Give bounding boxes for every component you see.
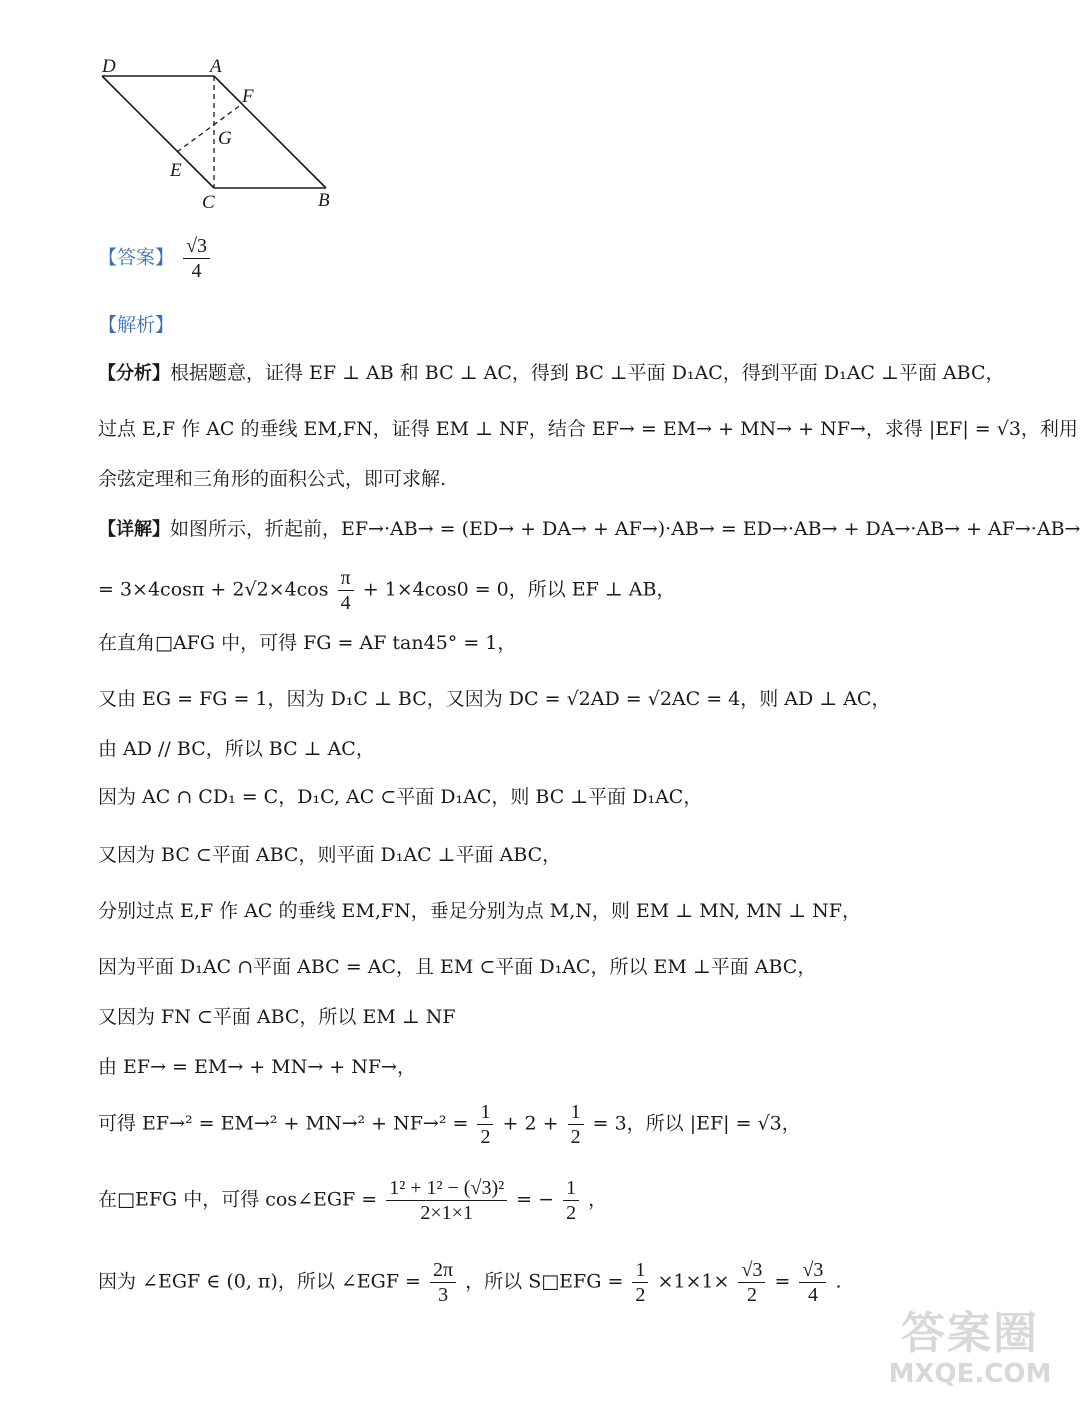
line-text: 分别过点 E,F 作 AC 的垂线 EM,FN，垂足分别为点 M,N，则 EM ⊥ MN, MN ⊥ NF， xyxy=(98,900,861,922)
frac-num: 1 xyxy=(632,1258,648,1283)
frac-num: 1 xyxy=(477,1100,493,1125)
frac-den: 2 xyxy=(566,1202,577,1224)
solution-line-11 xyxy=(98,896,861,926)
frac-den: 4 xyxy=(340,592,351,614)
frac-num: 1 xyxy=(563,1176,579,1201)
label-A: A xyxy=(210,56,222,77)
line-text: 因为 ∠EGF ∈ (0, π)，所以 ∠EGF = xyxy=(98,1270,421,1293)
solution-line-9 xyxy=(98,782,702,812)
solution-line-3 xyxy=(98,464,446,494)
line-text: 在□EFG 中，可得 cos∠EGF = xyxy=(98,1188,378,1211)
line-text: 又因为 BC ⊂平面 ABC，则平面 D₁AC ⊥平面 ABC， xyxy=(98,844,562,866)
line-text: 由 EF→ = EM→ + MN→ + NF→， xyxy=(98,1056,416,1078)
frac-den: 2 xyxy=(480,1126,491,1148)
line-text: 由 AD // BC，所以 BC ⊥ AC， xyxy=(98,738,375,760)
frac-den: 2 xyxy=(635,1284,646,1306)
watermark xyxy=(880,1309,1060,1399)
answer-den: 4 xyxy=(191,260,202,282)
fraction-sqrt3-4 xyxy=(799,1258,826,1307)
frac-den: 3 xyxy=(438,1284,449,1306)
solution-line-2 xyxy=(98,414,1078,444)
label-D: D xyxy=(102,56,116,77)
line-text: 根据题意，证得 EF ⊥ AB 和 BC ⊥ AC，得到 BC ⊥平面 D₁AC，得到平面 D₁AC ⊥平面 ABC， xyxy=(170,362,1005,384)
frac-den: 4 xyxy=(807,1284,818,1306)
solution-line-17 xyxy=(98,1258,842,1307)
frac-den: 2 xyxy=(570,1126,581,1148)
solution-line-6 xyxy=(98,628,516,658)
analysis-heading xyxy=(98,310,174,340)
frac-num: 1 xyxy=(568,1100,584,1125)
frac-num: √3 xyxy=(799,1258,826,1283)
parallelogram-figure xyxy=(90,52,350,217)
frac-num: 2π xyxy=(430,1258,456,1283)
line-text: 在直角□AFG 中，可得 FG = AF tan45° = 1， xyxy=(98,632,517,654)
fraction-cosine xyxy=(386,1176,507,1225)
line-text: = 3×4cosπ + 2√2×4cos xyxy=(98,578,329,601)
line-text: 如图所示，折起前，EF→·AB→ = (ED→ + DA→ + AF→)·AB→ = ED→·AB→ + DA→·AB→ + AF→·AB→ xyxy=(170,518,1080,540)
solution-line-15 xyxy=(98,1100,801,1149)
line-text: 余弦定理和三角形的面积公式，即可求解. xyxy=(98,468,447,490)
answer-line xyxy=(98,234,213,283)
fraction-1-2 xyxy=(563,1176,579,1225)
frac-num: √3 xyxy=(738,1258,765,1283)
line-text: 因为 AC ∩ CD₁ = C，D₁C, AC ⊂平面 D₁AC，则 BC ⊥平面 D₁AC， xyxy=(98,786,703,808)
solution-line-12 xyxy=(98,952,816,982)
analysis-subtag: 【分析】 xyxy=(98,363,170,384)
line-text: 过点 E,F 作 AC 的垂线 EM,FN，证得 EM ⊥ NF，结合 EF→ = EM→ + MN→ + NF→，求得 |EF| = √3，利用 xyxy=(98,418,1078,440)
line-text: ， xyxy=(588,1188,608,1211)
watermark-logo-text: 答案圈 xyxy=(901,1308,1039,1359)
line-text: + 1×4cos0 = 0，所以 EF ⊥ AB， xyxy=(362,578,676,601)
fraction-pi-4 xyxy=(338,566,354,615)
line-text: . xyxy=(835,1270,842,1293)
line-text: 因为平面 D₁AC ∩平面 ABC = AC，且 EM ⊂平面 D₁AC，所以 EM ⊥平面 ABC， xyxy=(98,956,817,978)
line-text: 又由 EG = FG = 1，因为 D₁C ⊥ BC，又因为 DC = √2AD = √2AC = 4，则 AD ⊥ AC， xyxy=(98,688,891,710)
fraction-sqrt3-2 xyxy=(738,1258,765,1307)
line-text: = xyxy=(774,1270,791,1293)
answer-tag: 【答案】 xyxy=(98,246,175,269)
label-F: F xyxy=(242,86,254,107)
solution-line-10 xyxy=(98,840,561,870)
solution-line-4 xyxy=(98,514,1080,545)
analysis-tag: 【解析】 xyxy=(98,314,175,336)
fraction-1-2 xyxy=(632,1258,648,1307)
segment-EF-dashed xyxy=(177,104,242,152)
solution-line-1 xyxy=(98,358,1004,389)
solution-line-16 xyxy=(98,1176,607,1225)
watermark-domain: MXQE.COM xyxy=(888,1359,1052,1389)
detail-tag: 【详解】 xyxy=(98,519,170,540)
line-text: 可得 EF→² = EM→² + MN→² + NF→² = xyxy=(98,1112,469,1135)
fraction-1-2 xyxy=(568,1100,584,1149)
line-text: = 3，所以 |EF| = √3， xyxy=(592,1112,801,1135)
line-text: ，所以 S□EFG = xyxy=(465,1270,624,1293)
frac-den: 2 xyxy=(746,1284,757,1306)
label-C: C xyxy=(202,192,215,213)
label-B: B xyxy=(318,190,330,211)
solution-line-7 xyxy=(98,684,890,714)
label-E: E xyxy=(170,160,182,181)
frac-num: 1² + 1² − (√3)² xyxy=(386,1176,507,1201)
line-text: ×1×1× xyxy=(657,1270,730,1293)
line-text: 又因为 FN ⊂平面 ABC，所以 EM ⊥ NF xyxy=(98,1006,456,1028)
line-text: = − xyxy=(516,1188,555,1211)
label-G: G xyxy=(218,128,232,149)
solution-line-13 xyxy=(98,1002,456,1032)
solution-line-8 xyxy=(98,734,375,764)
answer-num: √3 xyxy=(183,234,210,259)
solution-line-14 xyxy=(98,1052,416,1082)
fraction-2pi-3 xyxy=(430,1258,456,1307)
line-text: + 2 + xyxy=(502,1112,559,1135)
figure-svg xyxy=(90,52,350,217)
fraction-1-2 xyxy=(477,1100,493,1149)
frac-num: π xyxy=(338,566,354,591)
solution-line-5 xyxy=(98,566,676,615)
answer-fraction xyxy=(183,234,210,283)
edge-DC xyxy=(102,76,214,188)
frac-den: 2×1×1 xyxy=(420,1202,473,1224)
